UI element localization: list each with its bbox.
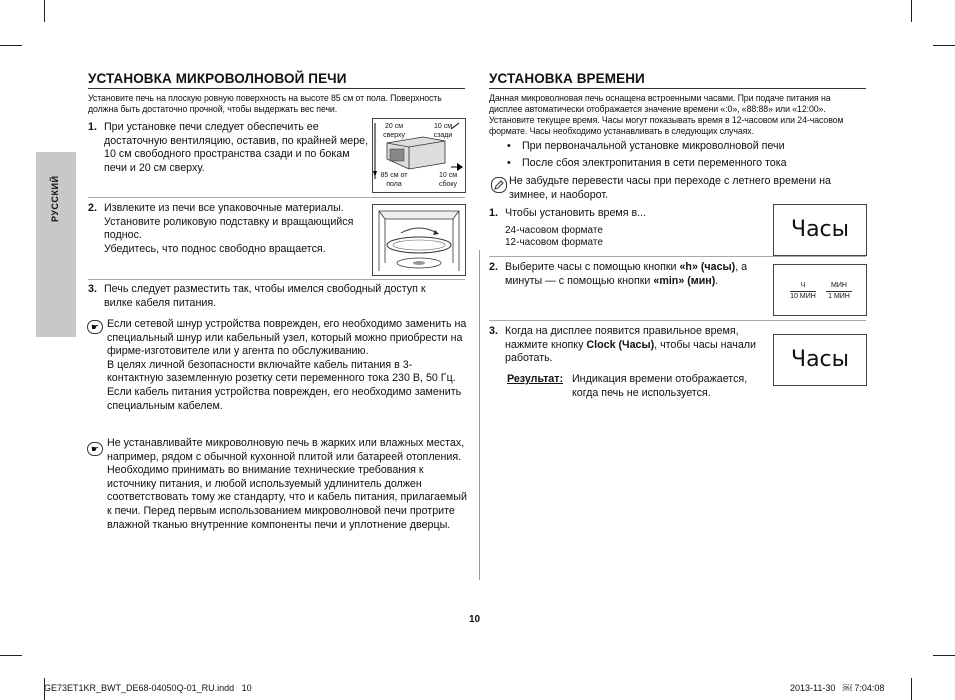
section-separator	[489, 320, 866, 321]
title-underline	[88, 88, 465, 89]
step-text: Извлеките из печи все упаковочные материалы. Установите роликовую подставку и вращающийся поднос. Убедитесь, что поднос свободно вращается.	[104, 202, 354, 255]
bullet-dot: •	[507, 140, 511, 152]
step-text: При установке печи следует обеспечить ее достаточную вентиляцию, оставив, по крайней мере, 10 см свободного пространства сзади и по бокам печи и 20 см сверху.	[104, 121, 369, 174]
section-separator	[88, 197, 465, 198]
minute-button-label: МИН	[831, 282, 847, 289]
bullet-item: После сбоя электропитания в сети переменного тока	[522, 157, 787, 169]
minute-button-step: 1 МИН	[828, 293, 850, 300]
crop-mark	[0, 655, 22, 656]
turntable-figure	[372, 204, 466, 276]
clearance-side-label: 10 см сбоку	[438, 172, 458, 188]
step-number: 3.	[88, 283, 97, 295]
note-text: Не устанавливайте микроволновую печь в жарких или влажных местах, например, рядом с обычной кухонной плитой или батареей отопления. Необходимо принимать во внимание технические требования к источнику питания, и любой используемый удлинитель должен соответствовать тому же стандарту, что и кабель питания, прилагаемый к печи. Перед первым использованием микроволновой печи протрите влажной тканью внутренние компоненты печи и уплотнение дверцы.	[107, 437, 467, 531]
step-number: 2.	[88, 202, 97, 214]
result-label: Результат:	[507, 373, 564, 385]
bullet-item: При первоначальной установке микроволновой печи	[522, 140, 785, 152]
ventilation-figure	[372, 118, 466, 193]
step-text: Чтобы установить время в...	[505, 207, 647, 219]
clearance-top-label: 20 см сверху	[383, 123, 405, 139]
installation-intro: Установите печь на плоскую ровную поверхность на высоте 85 см от пола. Поверхность должна быть достаточно прочной, чтобы выдержать вес печи.	[88, 93, 442, 114]
note-text: Если сетевой шнур устройства поврежден, его необходимо заменить на специальный шнур или кабельный узел, который можно приобрести на фирме-изготовителе или у агента по обслуживанию. В целях личной безопасности включайте кабель питания в 3-контактную заземленную розетку сети переменного тока 230 В, 50 Гц. Если кабель питания устройства поврежден, его необходимо заменить специальным кабелем.	[107, 318, 467, 412]
column-divider	[479, 250, 480, 580]
turntable-diagram	[373, 205, 465, 275]
crop-mark	[0, 45, 22, 46]
section-separator	[489, 256, 866, 257]
step-number: 3.	[489, 325, 498, 337]
button-divider	[790, 291, 816, 292]
step-text: Выберите часы с помощью кнопки «h» (часы), а минуты — с помощью кнопки «min» (мин).	[505, 261, 748, 287]
language-label: РУССКИЙ	[50, 175, 60, 222]
step-text: Когда на дисплее появится правильное время, нажмите кнопку Clock (Часы), чтобы часы начали работать.	[505, 325, 756, 365]
note-hand-icon: ☛	[87, 320, 103, 334]
crop-mark	[911, 678, 912, 700]
section-separator	[88, 279, 465, 280]
format-option: 12-часовом формате	[505, 237, 603, 248]
crop-mark	[911, 0, 912, 22]
crop-mark	[933, 45, 955, 46]
hour-button-step: 10 МИН	[790, 293, 816, 300]
display-text: Часы	[790, 217, 850, 242]
bullet-dot: •	[507, 157, 511, 169]
crop-mark	[44, 0, 45, 22]
installation-title: УСТАНОВКА МИКРОВОЛНОВОЙ ПЕЧИ	[88, 71, 347, 86]
time-intro: Данная микроволновая печь оснащена встроенными часами. При подаче питания на дисплее автоматически отображается значение времени «:0», «88:88» или «12:00». Установите текущее время. Часы могут показывать время в 12-часовом или 24-часовом формате. Часы необходимо устанавливать в следующих случаях.	[489, 93, 844, 136]
time-setting-title: УСТАНОВКА ВРЕМЕНИ	[489, 71, 645, 86]
note-hand-icon: ☛	[87, 442, 103, 456]
result-text: Индикация времени отображается, когда печь не используется.	[572, 373, 748, 399]
clock-display	[773, 334, 867, 386]
step-text: Печь следует разместить так, чтобы имелся свободный доступ к вилке кабеля питания.	[104, 283, 426, 309]
footer-date: 2013-11-30 ￼ 7:04:08	[790, 683, 885, 693]
clearance-floor-label: 85 см от пола	[380, 172, 408, 188]
step-number: 1.	[88, 121, 97, 133]
language-tab	[36, 152, 76, 337]
button-divider	[826, 291, 852, 292]
clearance-back-label: 10 см сзади	[433, 123, 453, 139]
dst-note: Не забудьте перевести часы при переходе с летнего времени на зимнее, и наоборот.	[509, 175, 831, 201]
title-underline	[489, 88, 866, 89]
footer-filename: GE73ET1KR_BWT_DE68-04050Q-01_RU.indd 10	[44, 683, 252, 693]
display-text: Часы	[790, 347, 850, 372]
hour-button-label: Ч	[800, 282, 806, 289]
step-number: 2.	[489, 261, 498, 273]
format-option: 24-часовом формате	[505, 225, 603, 236]
page-number: 10	[469, 614, 481, 625]
step-number: 1.	[489, 207, 498, 219]
note-pencil-icon	[491, 177, 507, 193]
clock-display	[773, 204, 867, 256]
buttons-display	[773, 264, 867, 316]
crop-mark	[933, 655, 955, 656]
